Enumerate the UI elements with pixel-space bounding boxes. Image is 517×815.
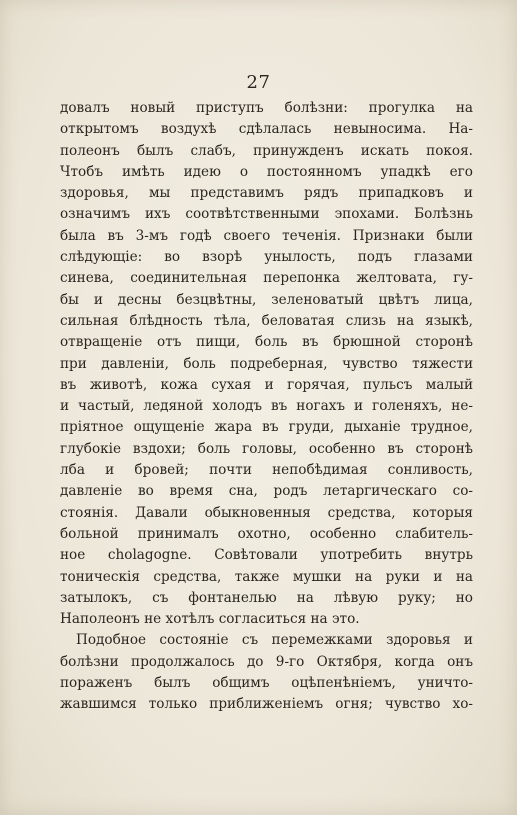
paragraph-2 <box>60 630 473 715</box>
text-line: Наполеонъ не хотѣлъ согласиться на это. <box>60 611 360 628</box>
text-line: жавшимся только приближеніемъ огня; чувство хо- <box>60 696 473 713</box>
text-line: синева, соединительная перепонка желтовата, гу- <box>60 270 473 287</box>
text-line: была въ 3-мъ годѣ своего теченія. Признаки были <box>60 227 473 244</box>
text-line: означимъ ихъ соотвѣтственными эпохами. Болѣзнь <box>60 206 473 223</box>
paragraph-1 <box>60 98 473 630</box>
text-line: отвращеніе отъ пищи, боль въ брюшной сторонѣ <box>60 334 473 351</box>
text-line: ное cholagogne. Совѣтовали употребить внутрь <box>60 547 473 564</box>
text-line: тоническія средства, также мушки на руки и на <box>60 568 473 585</box>
text-line: глубокіе вздохи; боль головы, особенно въ сторонѣ <box>60 440 473 457</box>
text-line: лба и бровей; почти непобѣдимая сонливость, <box>60 462 473 479</box>
text-line: полеонъ былъ слабъ, принужденъ искать покоя. <box>60 142 473 159</box>
page-number: 27 <box>246 72 271 93</box>
text-line: сильная блѣдность тѣла, беловатая слизь на языкѣ, <box>60 312 473 329</box>
text-line: и частый, ледяной холодъ въ ногахъ и голеняхъ, не- <box>60 398 473 415</box>
text-line: при давленіи, боль подреберная, чувство тяжести <box>60 355 473 372</box>
text-line: больной принималъ охотно, особенно слабитель- <box>60 525 473 542</box>
text-line: Чтобъ имѣть идею о постоянномъ упадкѣ его <box>60 163 473 180</box>
text-line: затылокъ, съ фонтанелью на лѣвую руку; но <box>60 589 473 606</box>
text-line: слѣдующіе: во взорѣ унылость, подъ глазами <box>60 249 473 266</box>
text-line: здоровья, мы представимъ рядъ припадковъ и <box>60 185 473 202</box>
text-line: Подобное состояніе съ перемежками здоровья и <box>76 632 473 649</box>
text-line: бы и десны безцвѣтны, зеленоватый цвѣтъ лица, <box>60 291 473 308</box>
text-line: стоянія. Давали обыкновенныя средства, которыя <box>60 504 473 521</box>
text-line: открытомъ воздухѣ сдѣлалась невыносима. На- <box>60 121 473 138</box>
text-line: пораженъ былъ общимъ оцѣпенѣніемъ, уничто- <box>60 675 473 692</box>
text-line: пріятное ощущеніе жара въ груди, дыханіе трудное, <box>60 419 473 436</box>
text-line: давленіе во время сна, родъ летаргическаго со- <box>60 483 473 500</box>
text-line: болѣзни продолжалось до 9-го Октября, когда онъ <box>60 653 473 670</box>
text-line: въ животѣ, кожа сухая и горячая, пульсъ малый <box>60 376 473 393</box>
body-text <box>60 98 473 716</box>
text-line: довалъ новый приступъ болѣзни: прогулка на <box>60 100 473 116</box>
